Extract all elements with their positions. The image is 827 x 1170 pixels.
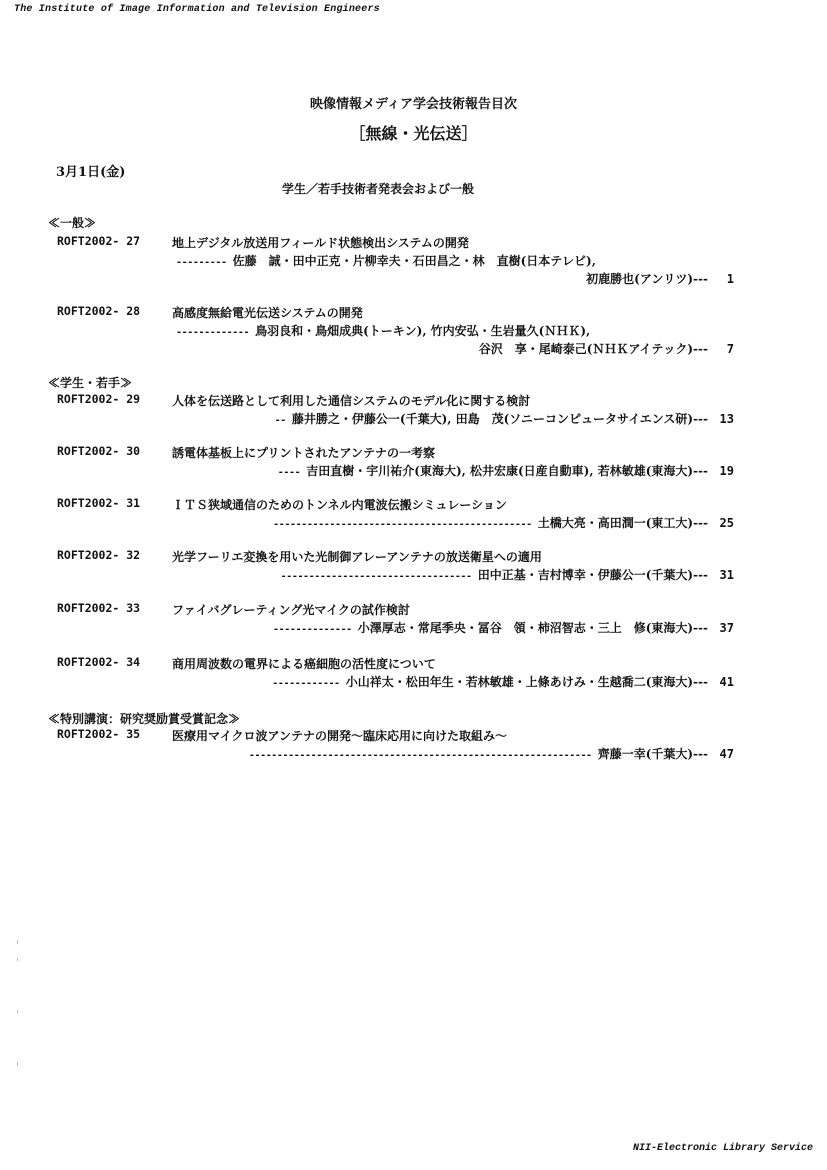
author-line [176,462,734,479]
leader-dashes: --------- [176,257,227,268]
author-list: 藤井勝之・伊藤公一(千葉大), 田島 茂(ソニーコンピュータサイエンス研)--- [291,412,708,426]
leader-dashes: ------------ [272,678,340,689]
page-number: 37 [719,621,734,635]
author-list: 土橋大亮・高田潤一(東工大)--- [537,516,708,530]
author-list: 小山祥太・松田年生・若林敏雄・上條あけみ・生越喬二(東海大)--- [345,675,708,689]
page-number: 25 [719,516,734,530]
leader-dashes: ---------------------------------- [280,571,472,582]
page-number: 13 [719,412,734,426]
author-list: 田中正基・吉村博幸・伊藤公一(千葉大)--- [477,568,708,582]
report-code: ROFT2002- 30 [57,444,141,458]
page-number: 41 [719,675,734,689]
section-general: ≪一般≫ [48,216,97,230]
page-number: 1 [726,272,734,286]
report-code: ROFT2002- 35 [57,727,141,741]
author-line [176,252,734,269]
paper-title: ファイバグレーティング光マイクの試作検討 [172,603,410,617]
scan-speck [17,1062,18,1066]
report-code: ROFT2002- 29 [57,392,141,406]
leader-dashes: -- [274,415,286,426]
author-line [176,270,734,287]
report-code: ROFT2002- 27 [57,234,141,248]
author-line [176,410,734,427]
author-line [176,566,734,583]
author-list: 初鹿勝也(アンリツ)--- [586,272,708,286]
page-number: 7 [726,342,734,356]
page-number: 19 [719,464,734,478]
paper-title: 医療用マイクロ波アンテナの開発～臨床応用に向けた取組み～ [172,729,508,743]
report-code: ROFT2002- 34 [57,655,141,669]
leader-dashes: ------------- [176,327,250,338]
institute-header: The Institute of Image Information and Television Engineers [14,4,380,15]
author-line [176,340,734,357]
author-list: 佐藤 誠・田中正克・片柳幸夫・石田昌之・林 直樹(日本テレビ), [232,254,596,268]
author-line [176,514,734,531]
author-line [176,673,734,690]
report-code: ROFT2002- 28 [57,304,141,318]
report-code: ROFT2002- 32 [57,548,141,562]
leader-dashes: ------------------------------------------------------------- [248,750,592,761]
paper-title: 光学フーリエ変換を用いた光制御アレーアンテナの放送衛星への適用 [172,550,542,564]
paper-title: ＩＴＳ狭域通信のためのトンネル内電波伝搬シミュレーション [172,498,507,512]
paper-title: 人体を伝送路として利用した通信システムのモデル化に関する検討 [172,394,531,408]
report-code: ROFT2002- 31 [57,496,141,510]
session-date: 3月1日(金) [56,165,126,180]
scan-speck [17,1010,18,1013]
leader-dashes: ---------------------------------------------- [273,519,532,530]
author-list: 齊藤一幸(千葉大)--- [597,747,708,761]
leader-dashes: ---- [277,467,301,478]
report-code: ROFT2002- 33 [57,601,141,615]
author-list: 鳥羽良和・鳥畑成典(トーキン), 竹内安弘・生岩量久(ＮＨＫ), [255,324,591,338]
section-student: ≪学生・若手≫ [48,376,133,390]
page-number: 47 [719,747,734,761]
paper-title: 商用周波数の電界による癌細胞の活性度について [172,657,436,671]
scan-speck [17,940,18,944]
author-list: 谷沢 享・尾崎泰己(ＮＨＫアイテック)--- [478,342,708,356]
author-list: 吉田直樹・宇川祐介(東海大), 松井宏康(日産自動車), 若林敏雄(東海大)--- [306,464,708,478]
author-line [176,619,734,636]
session-title: 学生／若手技術者発表会および一般 [282,182,475,196]
scan-speck [17,958,18,961]
document-title: 映像情報メディア学会技術報告目次 [310,97,517,112]
library-footer: NII-Electronic Library Service [632,1143,813,1154]
paper-title: 高感度無給電光伝送システムの開発 [172,306,363,320]
page-number: 31 [719,568,734,582]
leader-dashes: -------------- [273,624,352,635]
author-line [176,745,734,762]
paper-title: 誘電体基板上にプリントされたアンテナの一考察 [172,446,436,460]
author-line [176,322,734,339]
author-list: 小澤厚志・常尾季央・冨谷 領・柿沼智志・三上 修(東海大)--- [357,621,708,635]
paper-title: 地上デジタル放送用フィールド状態検出システムの開発 [172,236,469,250]
document-subtitle: ［無線・光伝送］ [349,124,478,143]
section-special-lecture: ≪特別講演：研究奨励賞受賞記念≫ [48,712,241,726]
